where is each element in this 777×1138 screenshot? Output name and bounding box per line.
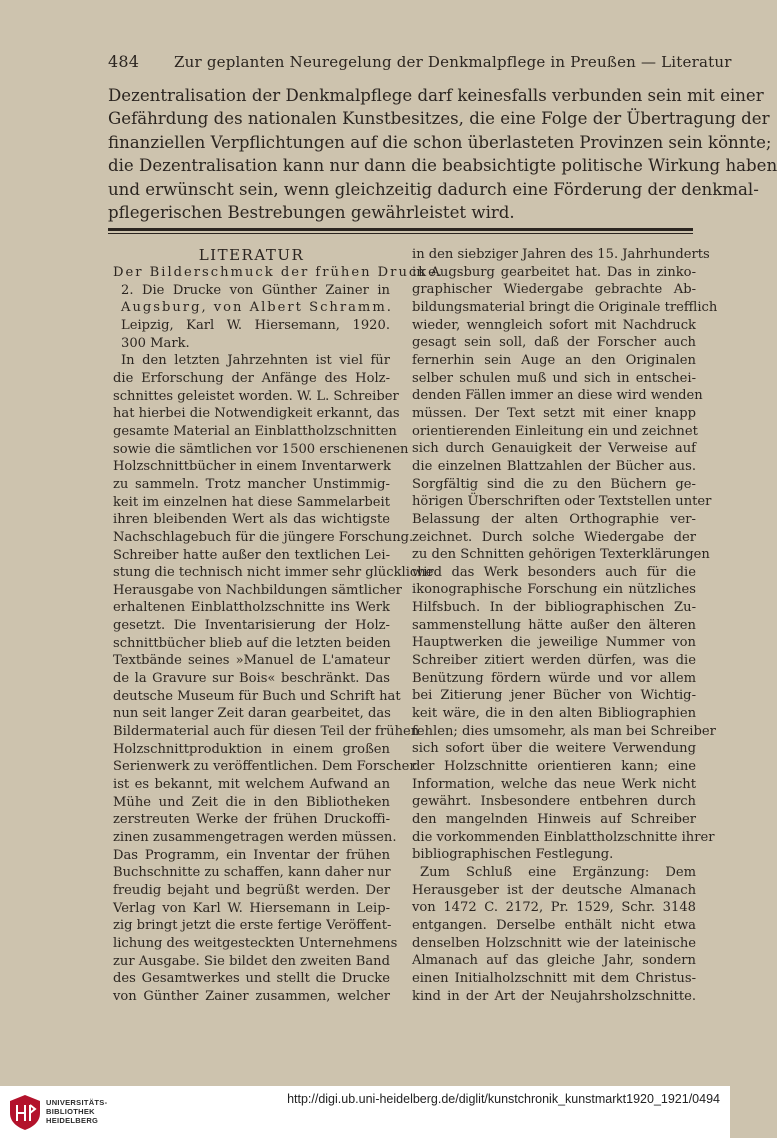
text-line: zinen zusammengetragen werden müssen. <box>113 830 397 845</box>
section-title: LITERATUR <box>198 246 305 264</box>
text-line: Verlag von Karl W. Hiersemann in Leip- <box>113 900 390 916</box>
text-line: die einzelnen Blattzahlen der Bücher aus. <box>412 458 696 474</box>
text-line: keit im einzelnen hat diese Sammelarbeit <box>113 494 390 510</box>
text-line: bibliographischen Festlegung. <box>412 847 614 863</box>
text-line: selber schulen muß und sich in entschei- <box>412 370 696 386</box>
text-line: nun seit langer Zeit daran gearbeitet, das <box>113 706 391 722</box>
text-line: die Erforschung der Anfänge des Holz- <box>113 370 390 386</box>
text-line: gesamte Material an Einblattholzschnitten <box>113 423 397 439</box>
text-line: Buchschnitte zu schaffen, kann daher nur <box>113 865 391 881</box>
text-line: zu den Schnitten gehörigen Texterklärungen <box>412 547 710 563</box>
text-line: sowie die sämtlichen vor 1500 erschienenen <box>113 441 409 457</box>
text-line: lichung des weitgesteckten Unternehmens <box>113 935 398 951</box>
text-line: des Gesamtwerkes und stellt die Drucke <box>113 971 390 987</box>
library-name-line: BIBLIOTHEK <box>46 1107 95 1116</box>
text-line: entgangen. Derselbe enthält nicht etwa <box>412 917 696 933</box>
text-line: einen Initialholzschnitt mit dem Christus- <box>412 970 696 986</box>
text-line: Das Programm, ein Inventar der frühen <box>113 847 390 863</box>
text-line: sich durch Genauigkeit der Verweise auf <box>412 441 696 457</box>
text-line: den mangelnden Hinweis auf Schreiber <box>412 812 696 827</box>
text-line: Dezentralisation der Denkmalpflege darf keinesfalls verbunden sein mit einer <box>108 86 764 105</box>
text-line: Almanach auf das gleiche Jahr, sondern <box>412 953 696 969</box>
text-line: pflegerischen Bestrebungen gewährleistet wird. <box>108 203 515 223</box>
text-line: Herausgeber ist der deutsche Almanach <box>412 882 696 898</box>
library-name <box>46 1098 107 1125</box>
text-line: ikonographische Forschung ein nützliches <box>412 582 696 598</box>
text-line: finanziellen Verpflichtungen auf die schon überlasteten Provinzen sein könnte; <box>108 132 772 152</box>
text-line: Holzschnittbücher in einem Inventarwerk <box>113 459 391 475</box>
left-column <box>113 246 445 1006</box>
text-line: zu sammeln. Trotz mancher Unstimmig- <box>113 476 390 492</box>
text-line: schnittbücher blieb auf die letzten beiden <box>113 635 391 651</box>
text-line: Nachschlagebuch für die jüngere Forschung. <box>113 529 414 545</box>
text-line: wird das Werk besonders auch für die <box>412 564 696 580</box>
text-line: graphischer Wiedergabe gebrachte Ab- <box>412 282 696 298</box>
text-line: bei Zitierung jener Bücher von Wichtig- <box>412 688 696 704</box>
text-line: Textbände seines »Manuel de L'amateur <box>113 653 390 669</box>
text-line: fernerhin sein Auge an den Originalen <box>412 352 696 368</box>
text-line: Sorgfältig sind die zu den Büchern ge- <box>412 476 696 492</box>
text-line: von 1472 C. 2172, Pr. 1529, Schr. 3148 <box>412 900 696 916</box>
text-line: Hauptwerken die jeweilige Nummer von <box>412 635 696 651</box>
text-line: In den letzten Jahrzehnten ist viel für <box>121 353 390 369</box>
text-line: sich sofort über die weitere Verwendung <box>412 741 696 757</box>
text-line: Leipzig, Karl W. Hiersemann, 1920. <box>121 317 390 333</box>
text-line: wieder, wenngleich sofort mit Nachdruck <box>412 317 696 333</box>
text-line: orientierenden Einleitung ein und zeichnet <box>412 423 698 439</box>
text-line: Serienwerk zu veröffentlichen. Dem Forscher <box>113 759 416 775</box>
text-line: und erwünscht sein, wenn gleichzeitig dadurch eine Förderung der denkmal- <box>108 179 759 199</box>
text-line: Holzschnittproduktion in einem großen <box>113 741 390 757</box>
text-line: stung die technisch nicht immer sehr glückliche <box>113 565 434 581</box>
text-line: die Dezentralisation kann nur dann die beabsichtigte politische Wirkung haben <box>108 156 777 176</box>
text-line: Hilfsbuch. In der bibliographischen Zu- <box>412 600 696 616</box>
text-line: müssen. Der Text setzt mit einer knapp <box>412 405 696 421</box>
text-line: zeichnet. Durch solche Wiedergabe der <box>412 529 696 545</box>
text-line: gesetzt. Die Inventarisierung der Holz- <box>113 618 390 634</box>
text-line: in Augsburg gearbeitet hat. Das in zinko- <box>412 264 696 280</box>
text-line: 300 Mark. <box>121 335 190 351</box>
text-line: Schreiber hatte außer den textlichen Lei- <box>113 547 390 563</box>
text-line: ist es bekannt, mit welchem Aufwand an <box>113 777 390 793</box>
text-line: Belassung der alten Orthographie ver- <box>412 511 696 527</box>
text-line: Herausgabe von Nachbildungen sämtlicher <box>113 582 402 598</box>
text-line: kind in der Art der Neujahrsholzschnitte. <box>412 988 696 1004</box>
text-line: zig bringt jetzt die erste fertige Veröffent- <box>113 918 392 934</box>
text-line: die vorkommenden Einblattholzschnitte ihrer <box>412 829 715 845</box>
text-line: erhaltenen Einblattholzschnitte ins Werk <box>113 600 390 616</box>
page-number: 484 <box>108 52 140 71</box>
text-line: Schreiber zitiert werden dürfen, was die <box>412 653 696 669</box>
text-line: zur Ausgabe. Sie bildet den zweiten Band <box>113 953 391 969</box>
text-line: Benützung fördern würde und vor allem <box>412 670 696 686</box>
text-line: 2. Die Drucke von Günther Zainer in <box>121 282 390 298</box>
text-line: keit wäre, die in den alten Bibliographien <box>412 706 696 722</box>
text-line: Augsburg, von Albert Schramm. <box>121 300 393 316</box>
running-header <box>108 52 732 76</box>
intro-paragraph <box>108 84 777 224</box>
text-line: in den siebziger Jahren des 15. Jahrhunderts <box>412 247 710 262</box>
text-line: deutsche Museum für Buch und Schrift hat <box>113 688 401 704</box>
text-line: Bildermaterial auch für diesen Teil der frühen <box>113 724 420 740</box>
source-url-link[interactable]: http://digi.ub.uni-heidelberg.de/diglit/kunstchronik_kunstmarkt1920_1921/0494 <box>287 1092 720 1106</box>
text-line: sammenstellung hätte außer den älteren <box>412 617 696 633</box>
library-name-line: UNIVERSITÄTS- <box>46 1098 108 1107</box>
book-title: Der Bilderschmuck der frühen Drucke. <box>113 265 445 280</box>
text-line: freudig bejaht und begrüßt werden. Der <box>113 882 390 898</box>
library-logo-icon <box>8 1093 42 1131</box>
text-line: bildungsmaterial bringt die Originale trefflich <box>412 299 718 315</box>
text-line: denselben Holzschnitt wie der lateinische <box>412 935 696 951</box>
text-line: gewährt. Insbesondere entbehren durch <box>412 794 696 810</box>
library-name-line: HEIDELBERG <box>46 1116 99 1125</box>
text-line: hat hierbei die Notwendigkeit erkannt, das <box>113 406 400 422</box>
text-line: Mühe und Zeit die in den Bibliotheken <box>113 794 390 810</box>
text-line: denden Fällen immer an diese wird wenden <box>412 388 703 404</box>
text-line: fehlen; dies umsomehr, als man bei Schreiber <box>412 723 716 739</box>
section-divider-thick <box>108 228 693 231</box>
text-line: schnittes geleistet worden. W. L. Schreiber <box>113 388 399 404</box>
text-line: Information, welche das neue Werk nicht <box>412 776 696 792</box>
text-line: gesagt sein soll, daß der Forscher auch <box>412 335 696 351</box>
text-line: von Günther Zainer zusammen, welcher <box>113 988 390 1004</box>
text-line: Gefährdung des nationalen Kunstbesitzes, die eine Folge der Übertragung der <box>108 109 770 129</box>
text-line: de la Gravure sur Bois« beschränkt. Das <box>113 671 390 687</box>
running-title: Zur geplanten Neuregelung der Denkmalpflege in Preußen — Literatur <box>174 53 732 71</box>
text-line: ihren bleibenden Wert als das wichtigste <box>113 512 390 528</box>
text-line: hörigen Überschriften oder Textstellen unter <box>412 494 712 510</box>
section-divider-thin <box>108 233 693 234</box>
text-line: der Holzschnitte orientieren kann; eine <box>412 759 696 775</box>
right-column <box>412 246 718 1005</box>
text-line: zerstreuten Werke der frühen Druckoffi- <box>113 812 390 828</box>
text-line: Zum Schluß eine Ergänzung: Dem <box>420 864 696 880</box>
